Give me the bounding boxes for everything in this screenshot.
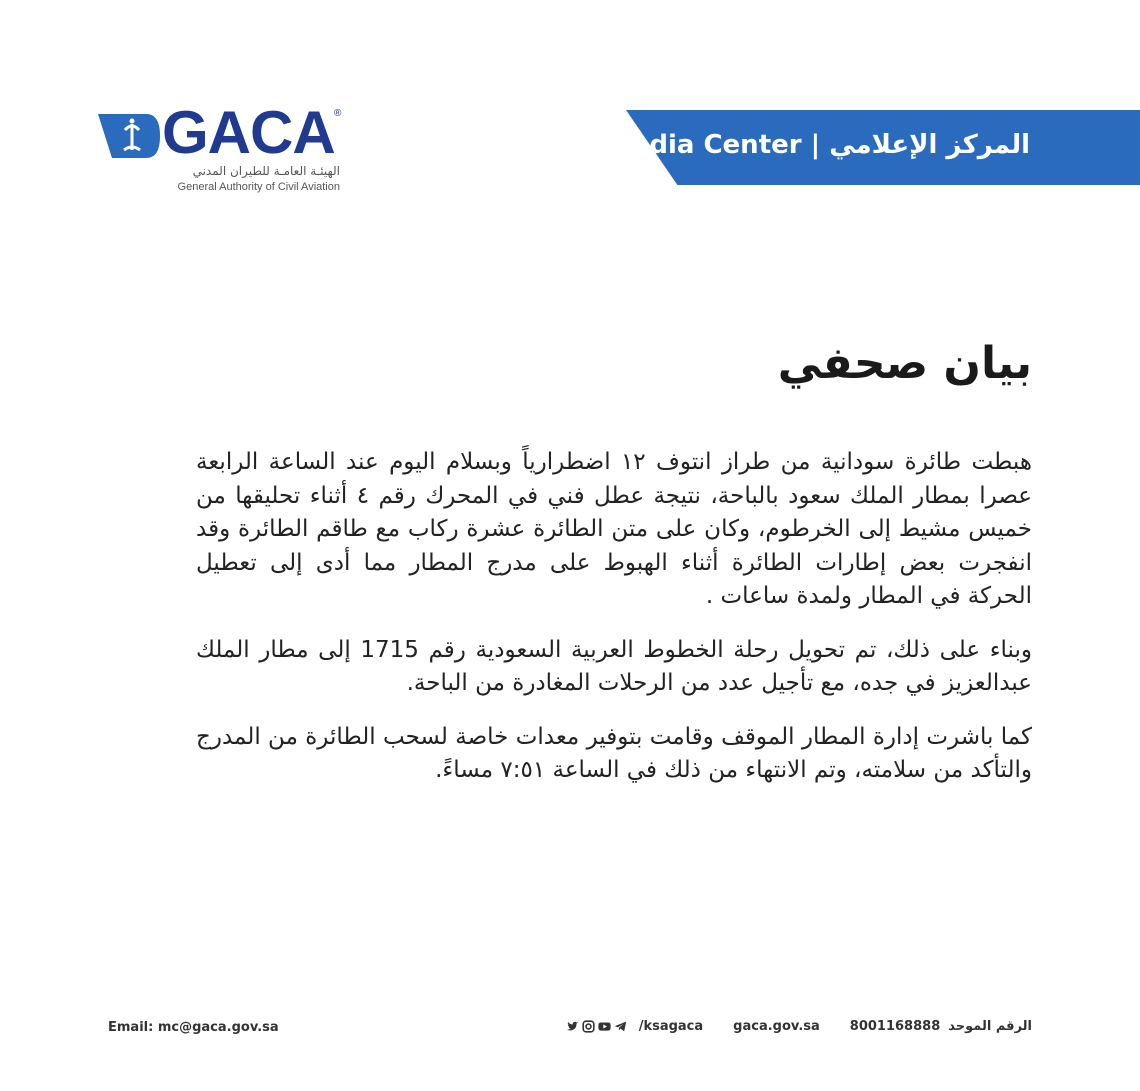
phone-number: 8001168888 (849, 1019, 941, 1034)
logo-registered-mark: ® (334, 108, 342, 119)
twitter-icon[interactable] (566, 1020, 579, 1033)
gaca-logo (98, 99, 348, 199)
logo-english-name: General Authority of Civil Aviation (177, 181, 340, 193)
footer-email[interactable]: Email: mc@gaca.gov.sa (108, 1020, 279, 1035)
gaca-emblem-icon (98, 110, 160, 162)
social-icons (566, 1020, 627, 1033)
page-title: بيان صحفي (777, 338, 1032, 389)
telegram-icon[interactable] (614, 1020, 627, 1033)
media-center-label: Media Center | المركز الإعلامي (605, 130, 1030, 160)
footer-contacts (566, 1019, 1032, 1034)
social-handle[interactable]: /ksagaca (638, 1019, 704, 1034)
body-paragraph-3: كما باشرت إدارة المطار الموقف وقامت بتوفير معدات خاصة لسحب الطائرة من المدرج والتأكد من سلامته، وتم الانتهاء من ذلك في الساعة ٧:٥١ مساءً. (196, 723, 1032, 783)
instagram-icon[interactable] (582, 1020, 595, 1033)
logo-arabic-name: الهيئـة العامـة للطيران المدني (192, 164, 340, 178)
press-release-body (196, 446, 1032, 808)
youtube-icon[interactable] (598, 1020, 611, 1033)
website-link[interactable]: gaca.gov.sa (733, 1019, 820, 1034)
body-paragraph-2: وبناء على ذلك، تم تحويل رحلة الخطوط العربية السعودية رقم 1715 إلى مطار الملك عبدالعزيز في جده، مع تأجيل عدد من الرحلات المغادرة من الباحة. (196, 636, 1032, 696)
logo-wordmark: GACA (162, 99, 335, 166)
body-paragraph-1: هبطت طائرة سودانية من طراز انتوف ١٢ اضطرارياً وبسلام اليوم عند الساعة الرابعة عصرا بمطار الملك سعود بالباحة، نتيجة عطل فني في المحرك رقم ٤ أثناء تحليقها من خميس مشيط إلى الخرطوم، وكان على متن الطائرة عشرة ركاب مع طاقم الطائرة وقد انفجرت بعض إطارات الطائرة أثناء الهبوط على مدرج المطار مما أدى إلى تعطيل الحركة في المطار ولمدة ساعات . (196, 449, 1032, 609)
phone-label: الرقم الموحد (948, 1019, 1032, 1034)
